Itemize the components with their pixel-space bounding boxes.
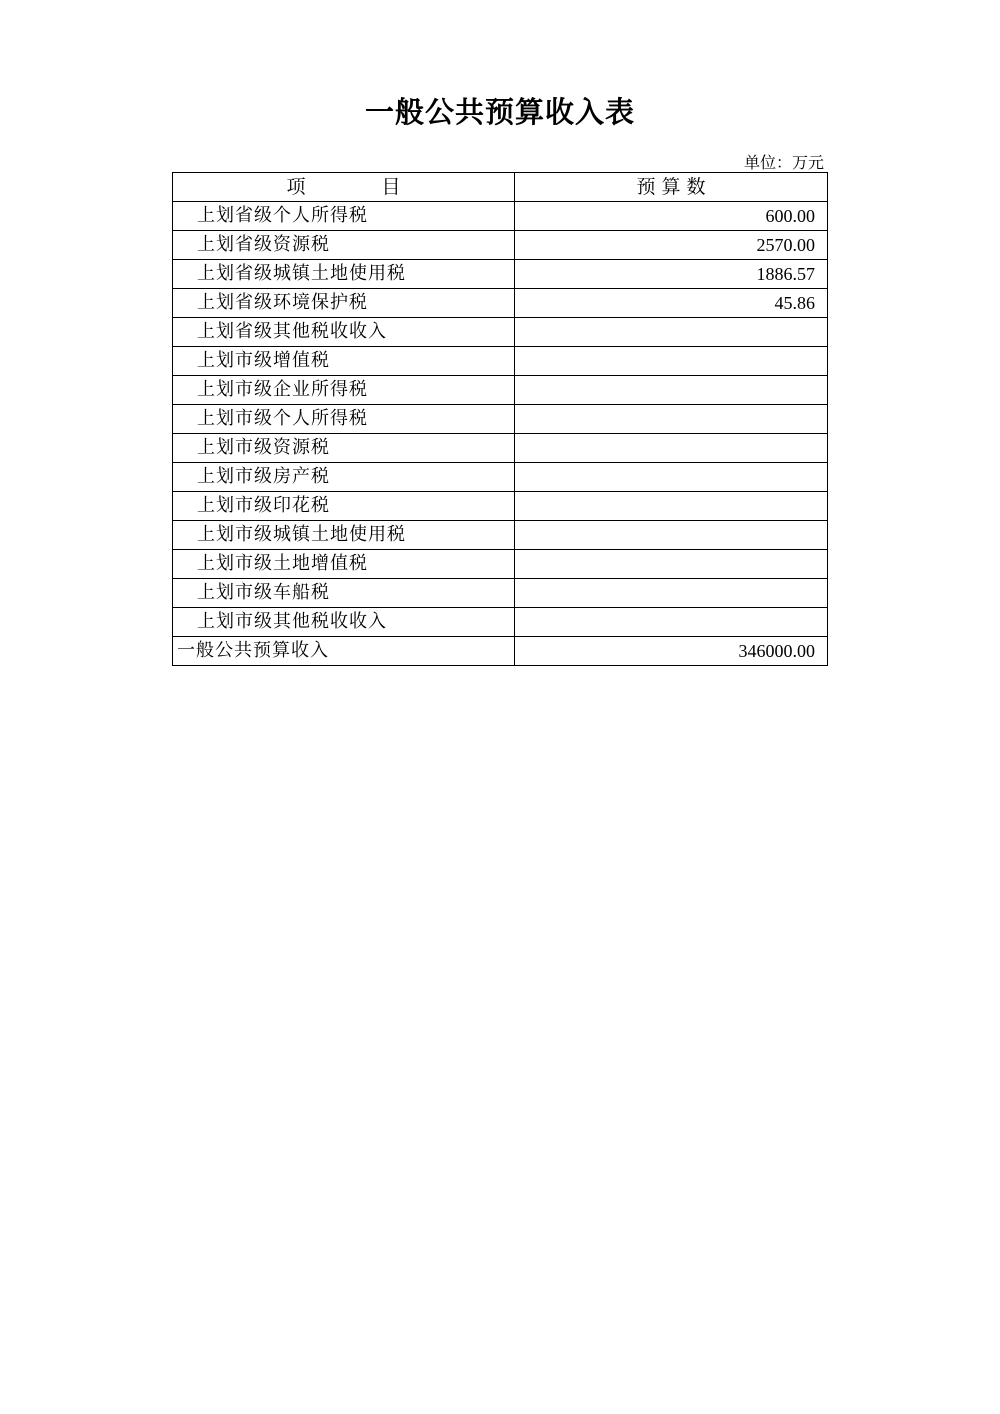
total-amount: 346000.00 — [515, 637, 828, 666]
row-item-name: 上划市级其他税收收入 — [173, 608, 515, 637]
table-row — [173, 260, 828, 289]
row-amount — [515, 521, 828, 550]
row-amount — [515, 550, 828, 579]
row-item-name: 上划省级城镇土地使用税 — [173, 260, 515, 289]
table-row — [173, 202, 828, 231]
unit-label: 单位：万元 — [743, 153, 824, 172]
row-amount — [515, 318, 828, 347]
row-amount — [515, 376, 828, 405]
row-item-name: 上划市级资源税 — [173, 434, 515, 463]
table-row — [173, 289, 828, 318]
row-item-name: 上划市级个人所得税 — [173, 405, 515, 434]
row-amount — [515, 463, 828, 492]
row-item-name: 上划省级个人所得税 — [173, 202, 515, 231]
row-amount: 2570.00 — [515, 231, 828, 260]
table-row — [173, 347, 828, 376]
row-amount — [515, 608, 828, 637]
row-item-name: 上划市级土地增值税 — [173, 550, 515, 579]
page-title: 一般公共预算收入表 — [364, 95, 635, 129]
header-amount: 预 算 数 — [515, 173, 828, 202]
table-row — [173, 492, 828, 521]
table-row — [173, 579, 828, 608]
total-row — [173, 637, 828, 666]
table-header-row — [173, 173, 828, 202]
table-row — [173, 608, 828, 637]
table-row — [173, 463, 828, 492]
row-item-name: 上划省级资源税 — [173, 231, 515, 260]
row-amount — [515, 434, 828, 463]
row-item-name: 上划市级增值税 — [173, 347, 515, 376]
row-amount — [515, 405, 828, 434]
table-row — [173, 376, 828, 405]
row-item-name: 上划市级企业所得税 — [173, 376, 515, 405]
table-row — [173, 405, 828, 434]
table-row — [173, 318, 828, 347]
row-amount: 1886.57 — [515, 260, 828, 289]
header-item: 项 目 — [173, 173, 515, 202]
table-row — [173, 550, 828, 579]
row-amount: 45.86 — [515, 289, 828, 318]
row-amount: 600.00 — [515, 202, 828, 231]
table-row — [173, 231, 828, 260]
table-row — [173, 521, 828, 550]
row-item-name: 上划市级车船税 — [173, 579, 515, 608]
row-amount — [515, 579, 828, 608]
row-item-name: 上划市级印花税 — [173, 492, 515, 521]
row-item-name: 上划市级城镇土地使用税 — [173, 521, 515, 550]
row-item-name: 上划省级环境保护税 — [173, 289, 515, 318]
row-item-name: 上划市级房产税 — [173, 463, 515, 492]
row-amount — [515, 492, 828, 521]
table-row — [173, 434, 828, 463]
budget-table — [172, 172, 828, 666]
total-label: 一般公共预算收入 — [173, 637, 515, 666]
row-amount — [515, 347, 828, 376]
row-item-name: 上划省级其他税收收入 — [173, 318, 515, 347]
